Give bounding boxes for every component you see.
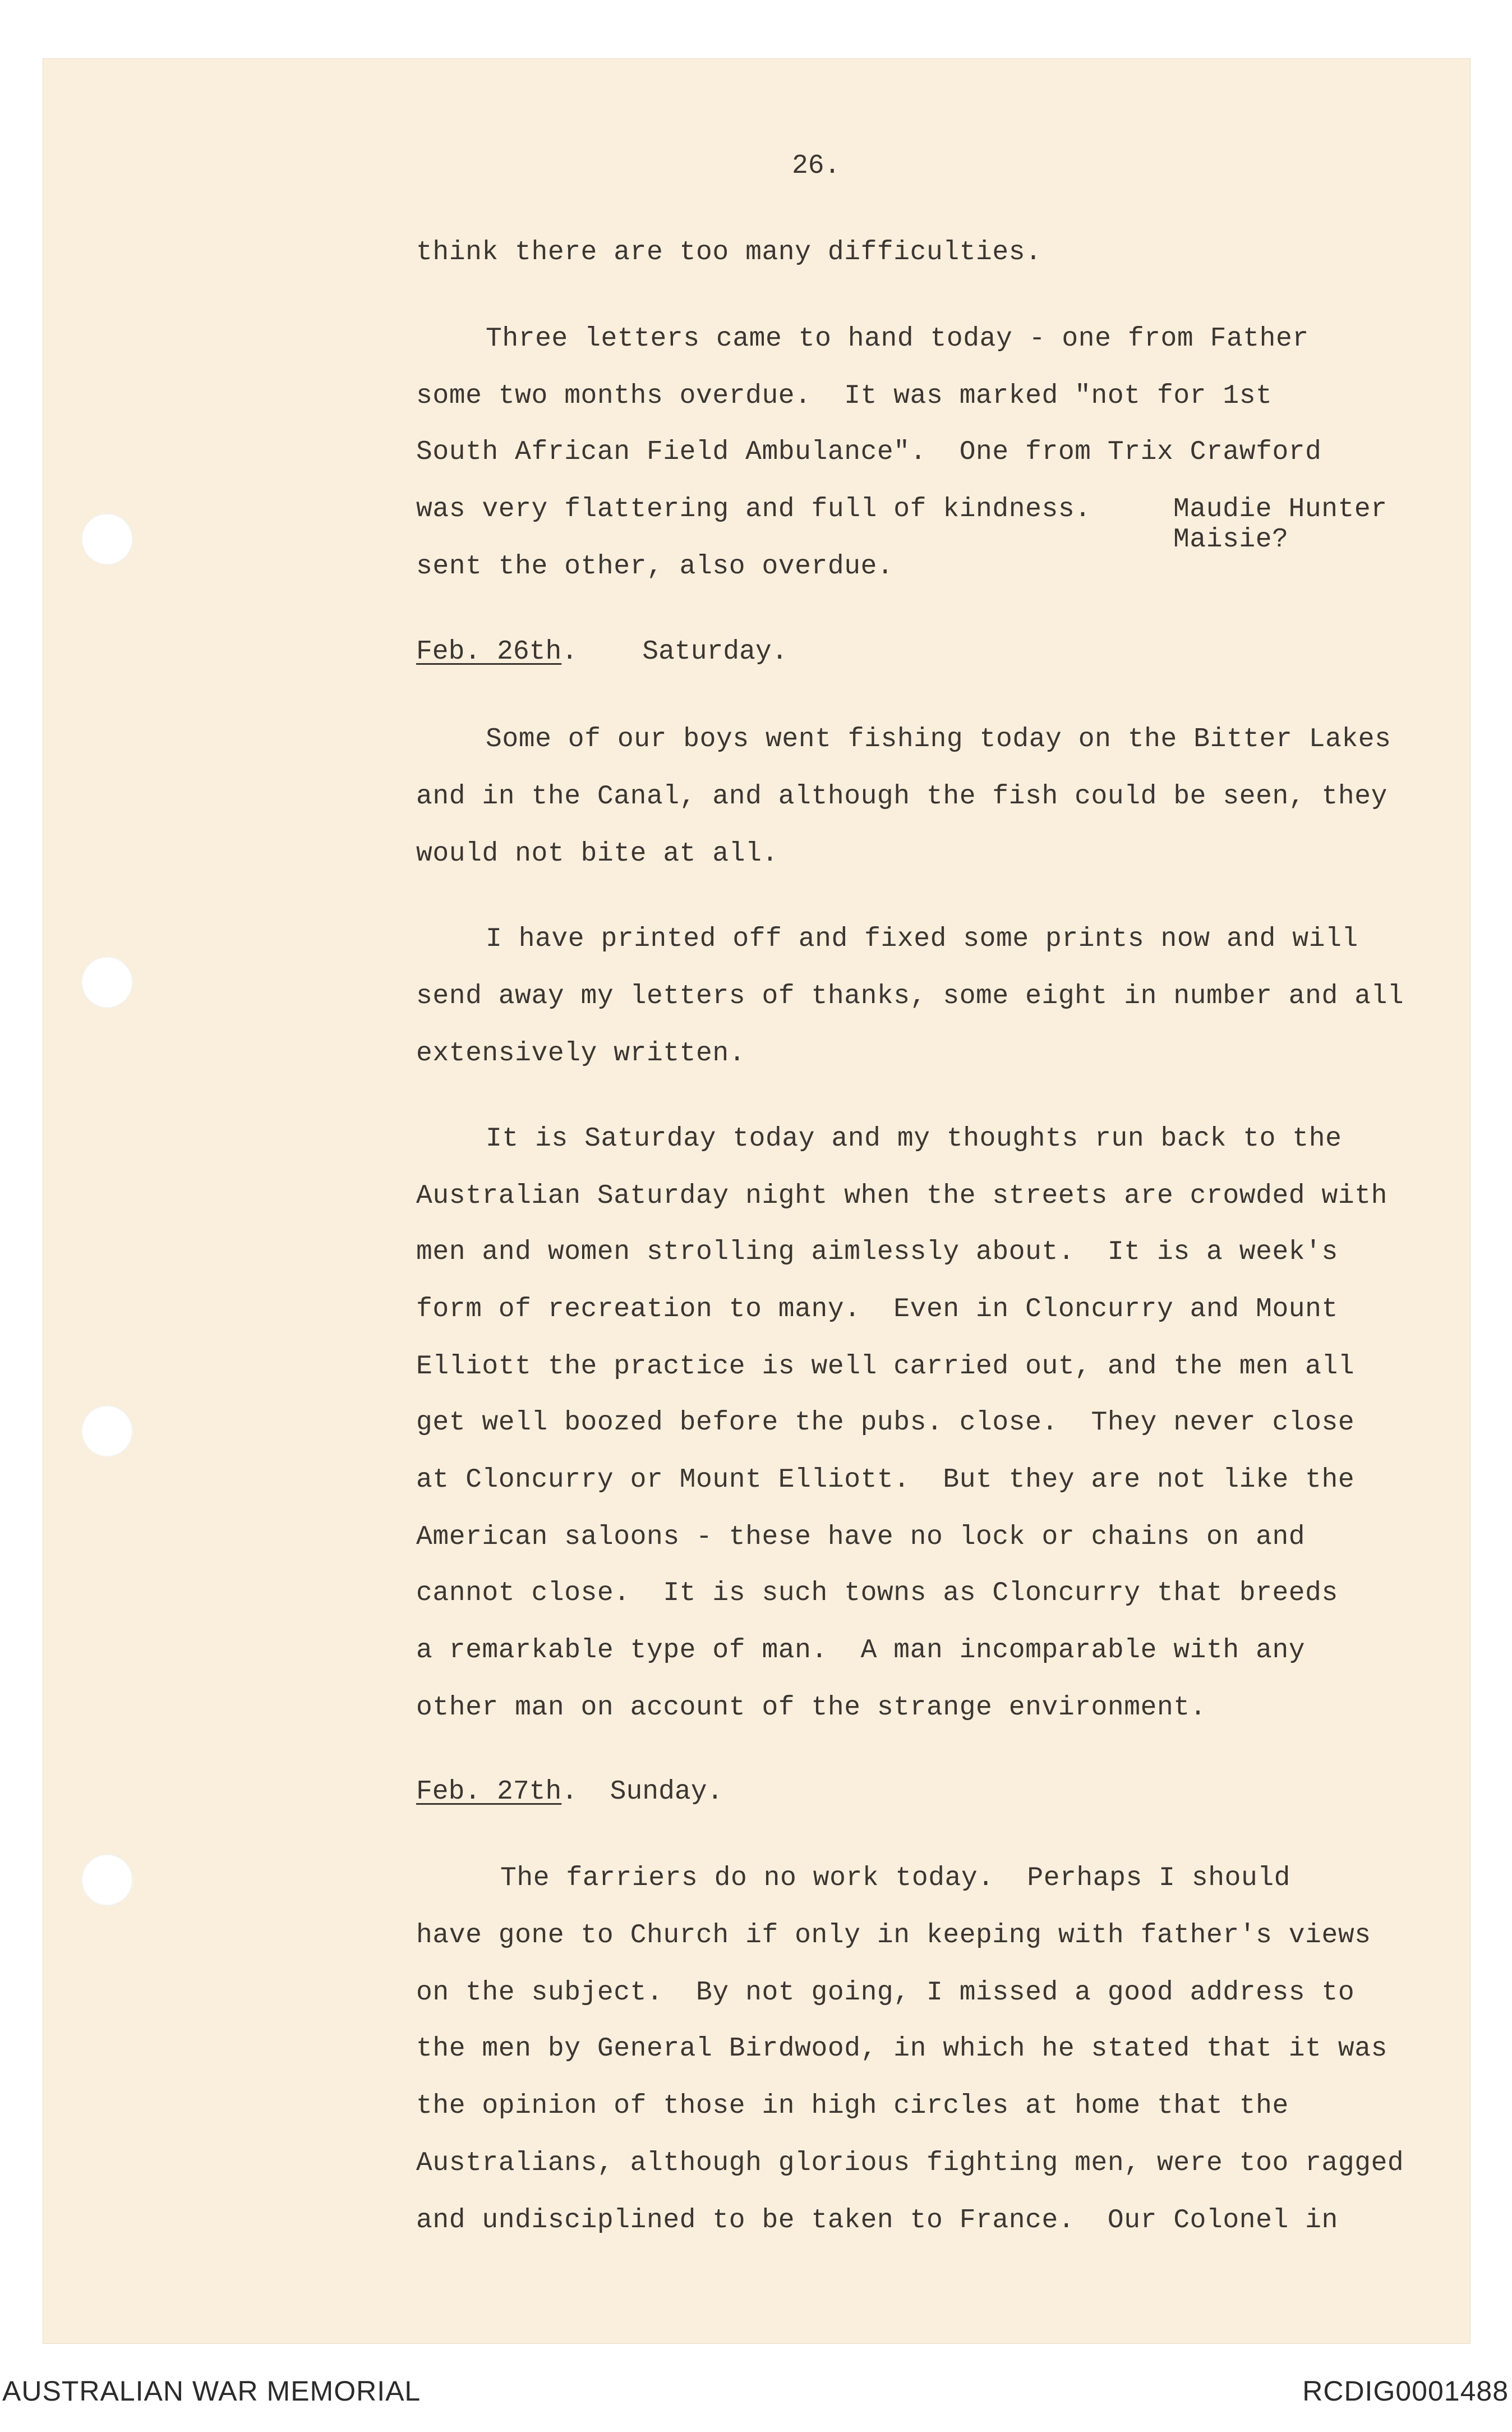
text-line: the opinion of those in high circles at home that the [416,2091,1289,2121]
entry-date: Feb. 26th [416,637,562,667]
text-line: the men by General Birdwood, in which he stated that it was [416,2034,1387,2064]
text-line: Three letters came to hand today - one from Father [486,324,1309,354]
text-line: Elliott the practice is well carried out, and the men all [416,1351,1355,1382]
punch-hole [81,957,133,1008]
text-line: and in the Canal, and although the fish could be seen, they [416,781,1387,812]
text-line: have gone to Church if only in keeping with father's views [416,1920,1371,1951]
page-number: 26. [792,151,841,181]
text-line: sent the other, also overdue. [416,551,894,582]
text-line: It is Saturday today and my thoughts run back to the [486,1124,1342,1154]
text-line: would not bite at all. [416,839,778,869]
text-line: The farriers do no work today. Perhaps I should [500,1863,1291,1893]
text-line: at Cloncurry or Mount Elliott. But they are not like the [416,1465,1355,1495]
footer-institution: AUSTRALIAN WAR MEMORIAL [2,2375,421,2407]
text-line: cannot close. It is such towns as Cloncurry that breeds [416,1578,1338,1608]
text-line: get well boozed before the pubs. close. They never close [416,1408,1355,1438]
text-line: send away my letters of thanks, some eight in number and all [416,981,1404,1012]
text-line: I have printed off and fixed some prints now and will [486,924,1358,954]
margin-note: Maudie Hunter [1173,494,1387,525]
text-line: and undisciplined to be taken to France. Our Colonel in [416,2205,1338,2236]
punch-hole [81,1405,133,1457]
margin-note-query: Maisie? [1173,525,1289,555]
punch-hole [81,513,133,565]
text-line: think there are too many difficulties. [416,237,1042,268]
text-line: South African Field Ambulance". One from Trix Crawford [416,437,1322,467]
text-line: some two months overdue. It was marked "not for 1st [416,381,1273,411]
text-line: on the subject. By not going, I missed a good address to [416,1978,1355,2008]
text-line: was very flattering and full of kindness. [416,494,1091,525]
text-line: extensively written. [416,1038,746,1069]
text-line: American saloons - these have no lock or chains on and [416,1522,1306,1552]
footer-record-id: RCDIG0001488 [1302,2375,1509,2407]
entry-heading: Feb. 26th. Saturday. [416,637,788,667]
entry-day: Saturday. [642,637,788,667]
entry-date: Feb. 27th [416,1777,562,1807]
text-line: Some of our boys went fishing today on the Bitter Lakes [486,724,1391,755]
entry-day: Sunday. [610,1777,723,1807]
entry-heading: Feb. 27th. Sunday. [416,1777,723,1807]
text-line: Australian Saturday night when the streets are crowded with [416,1181,1387,1211]
punch-hole [81,1854,133,1906]
text-line: Australians, although glorious fighting men, were too ragged [416,2148,1404,2178]
text-line: other man on account of the strange environment. [416,1693,1207,1723]
text-line: a remarkable type of man. A man incomparable with any [416,1635,1306,1666]
text-line: form of recreation to many. Even in Cloncurry and Mount [416,1294,1338,1325]
text-line: men and women strolling aimlessly about. It is a week's [416,1237,1338,1267]
